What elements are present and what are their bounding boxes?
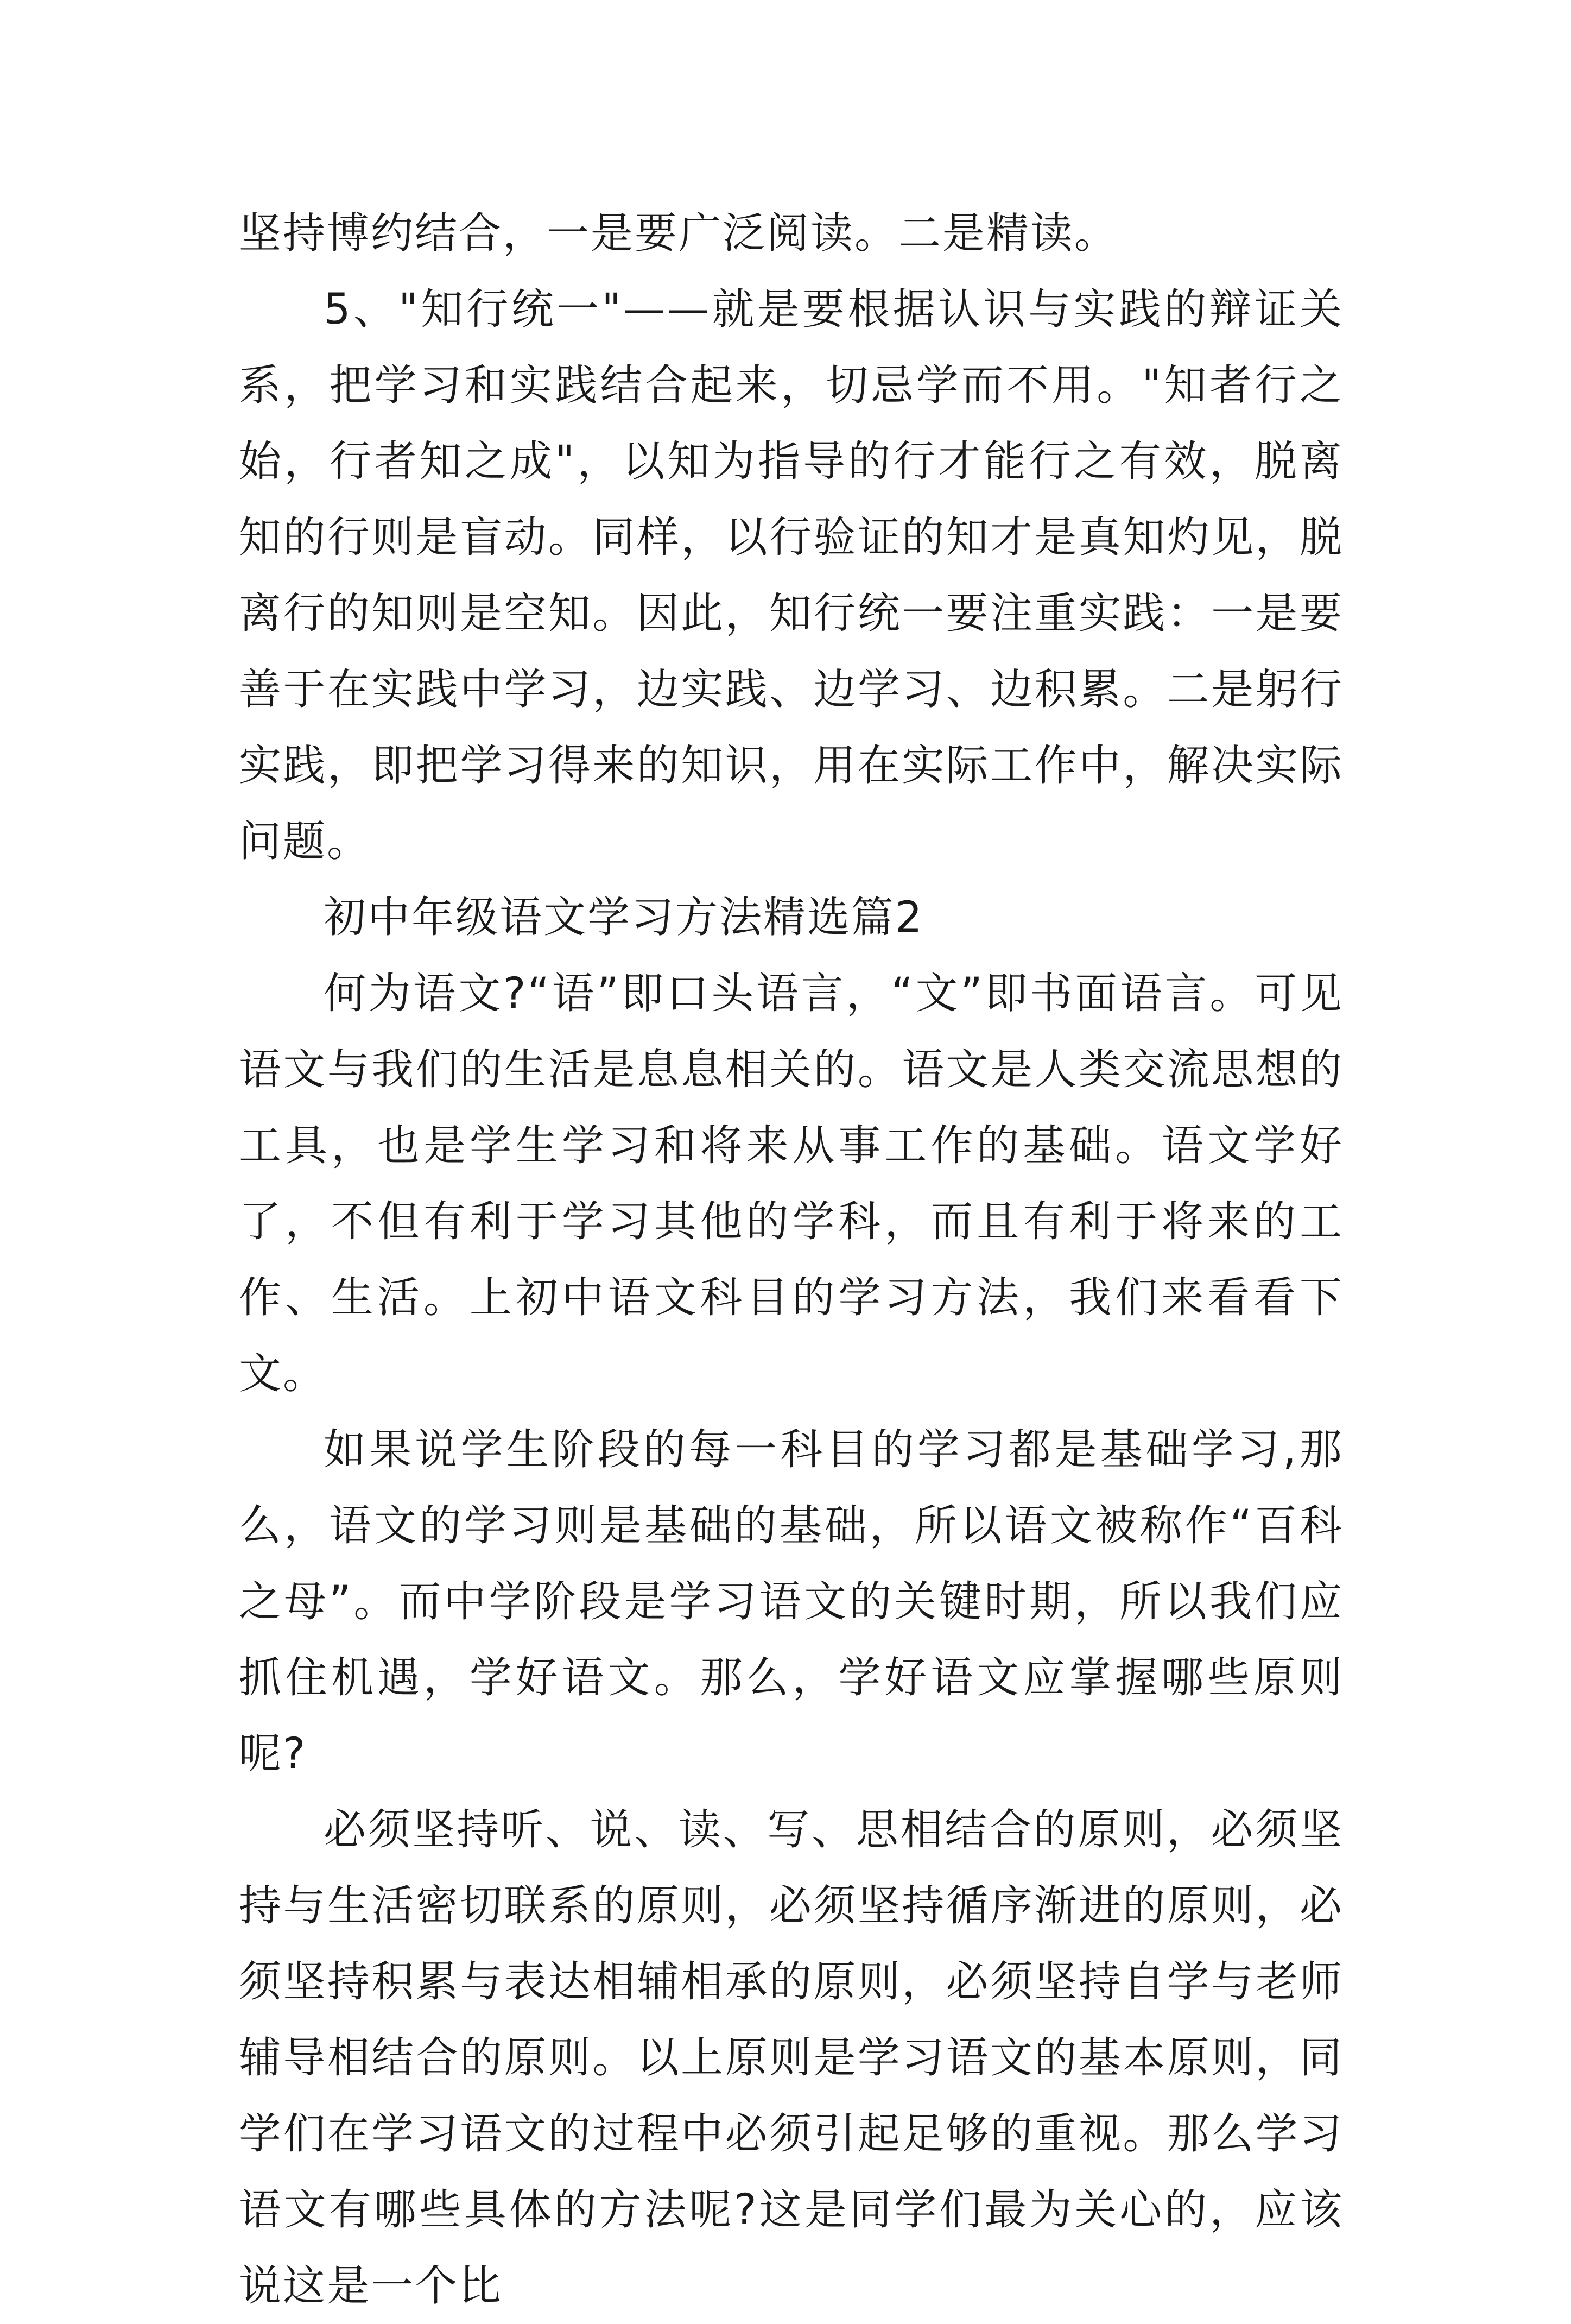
paragraph-intro: 何为语文?“语”即口头语言，“文”即书面语言。可见语文与我们的生活是息息相关的。语文是人类交流思想的工具，也是学生学习和将来从事工作的基础。语文学好了，不但有利于学习其他的学科，而且有利于将来的工作、生活。上初中语文科目的学习方法，我们来看看下文。 [239,969,1344,1398]
paragraph-point-5: 5、"知行统一"——就是要根据认识与实践的辩证关系，把学习和实践结合起来，切忌学而不用。"知者行之始，行者知之成"，以知为指导的行才能行之有效，脱离知的行则是盲动。同样，以行验证的知才是真知灼见，脱离行的知则是空知。因此，知行统一要注重实践：一是要善于在实践中学习，边实践、边学习、边积累。二是躬行实践，即把学习得来的知识，用在实际工作中，解决实际问题。 [239,285,1344,866]
paragraph-principles: 必须坚持听、说、读、写、思相结合的原则，必须坚持与生活密切联系的原则，必须坚持循序渐进的原则，必须坚持积累与表达相辅相承的原则，必须坚持自学与老师辅导相结合的原则。以上原则是学习语文的基本原则，同学们在学习语文的过程中必须引起足够的重视。那么学习语文有哪些具体的方法呢?这是同学们最为关心的，应该说这是一个比 [239,1805,1344,2310]
document-body [239,195,1344,2324]
paragraph-foundation: 如果说学生阶段的每一科目的学习都是基础学习,那么，语文的学习则是基础的基础，所以语文被称作“百科之母”。而中学阶段是学习语文的关键时期，所以我们应抓住机遇，学好语文。那么，学好语文应掌握哪些原则呢? [239,1425,1344,1778]
section-heading: 初中年级语文学习方法精选篇2 [324,893,924,942]
paragraph-continuation: 坚持博约结合，一是要广泛阅读。二是精读。 [239,209,1119,258]
